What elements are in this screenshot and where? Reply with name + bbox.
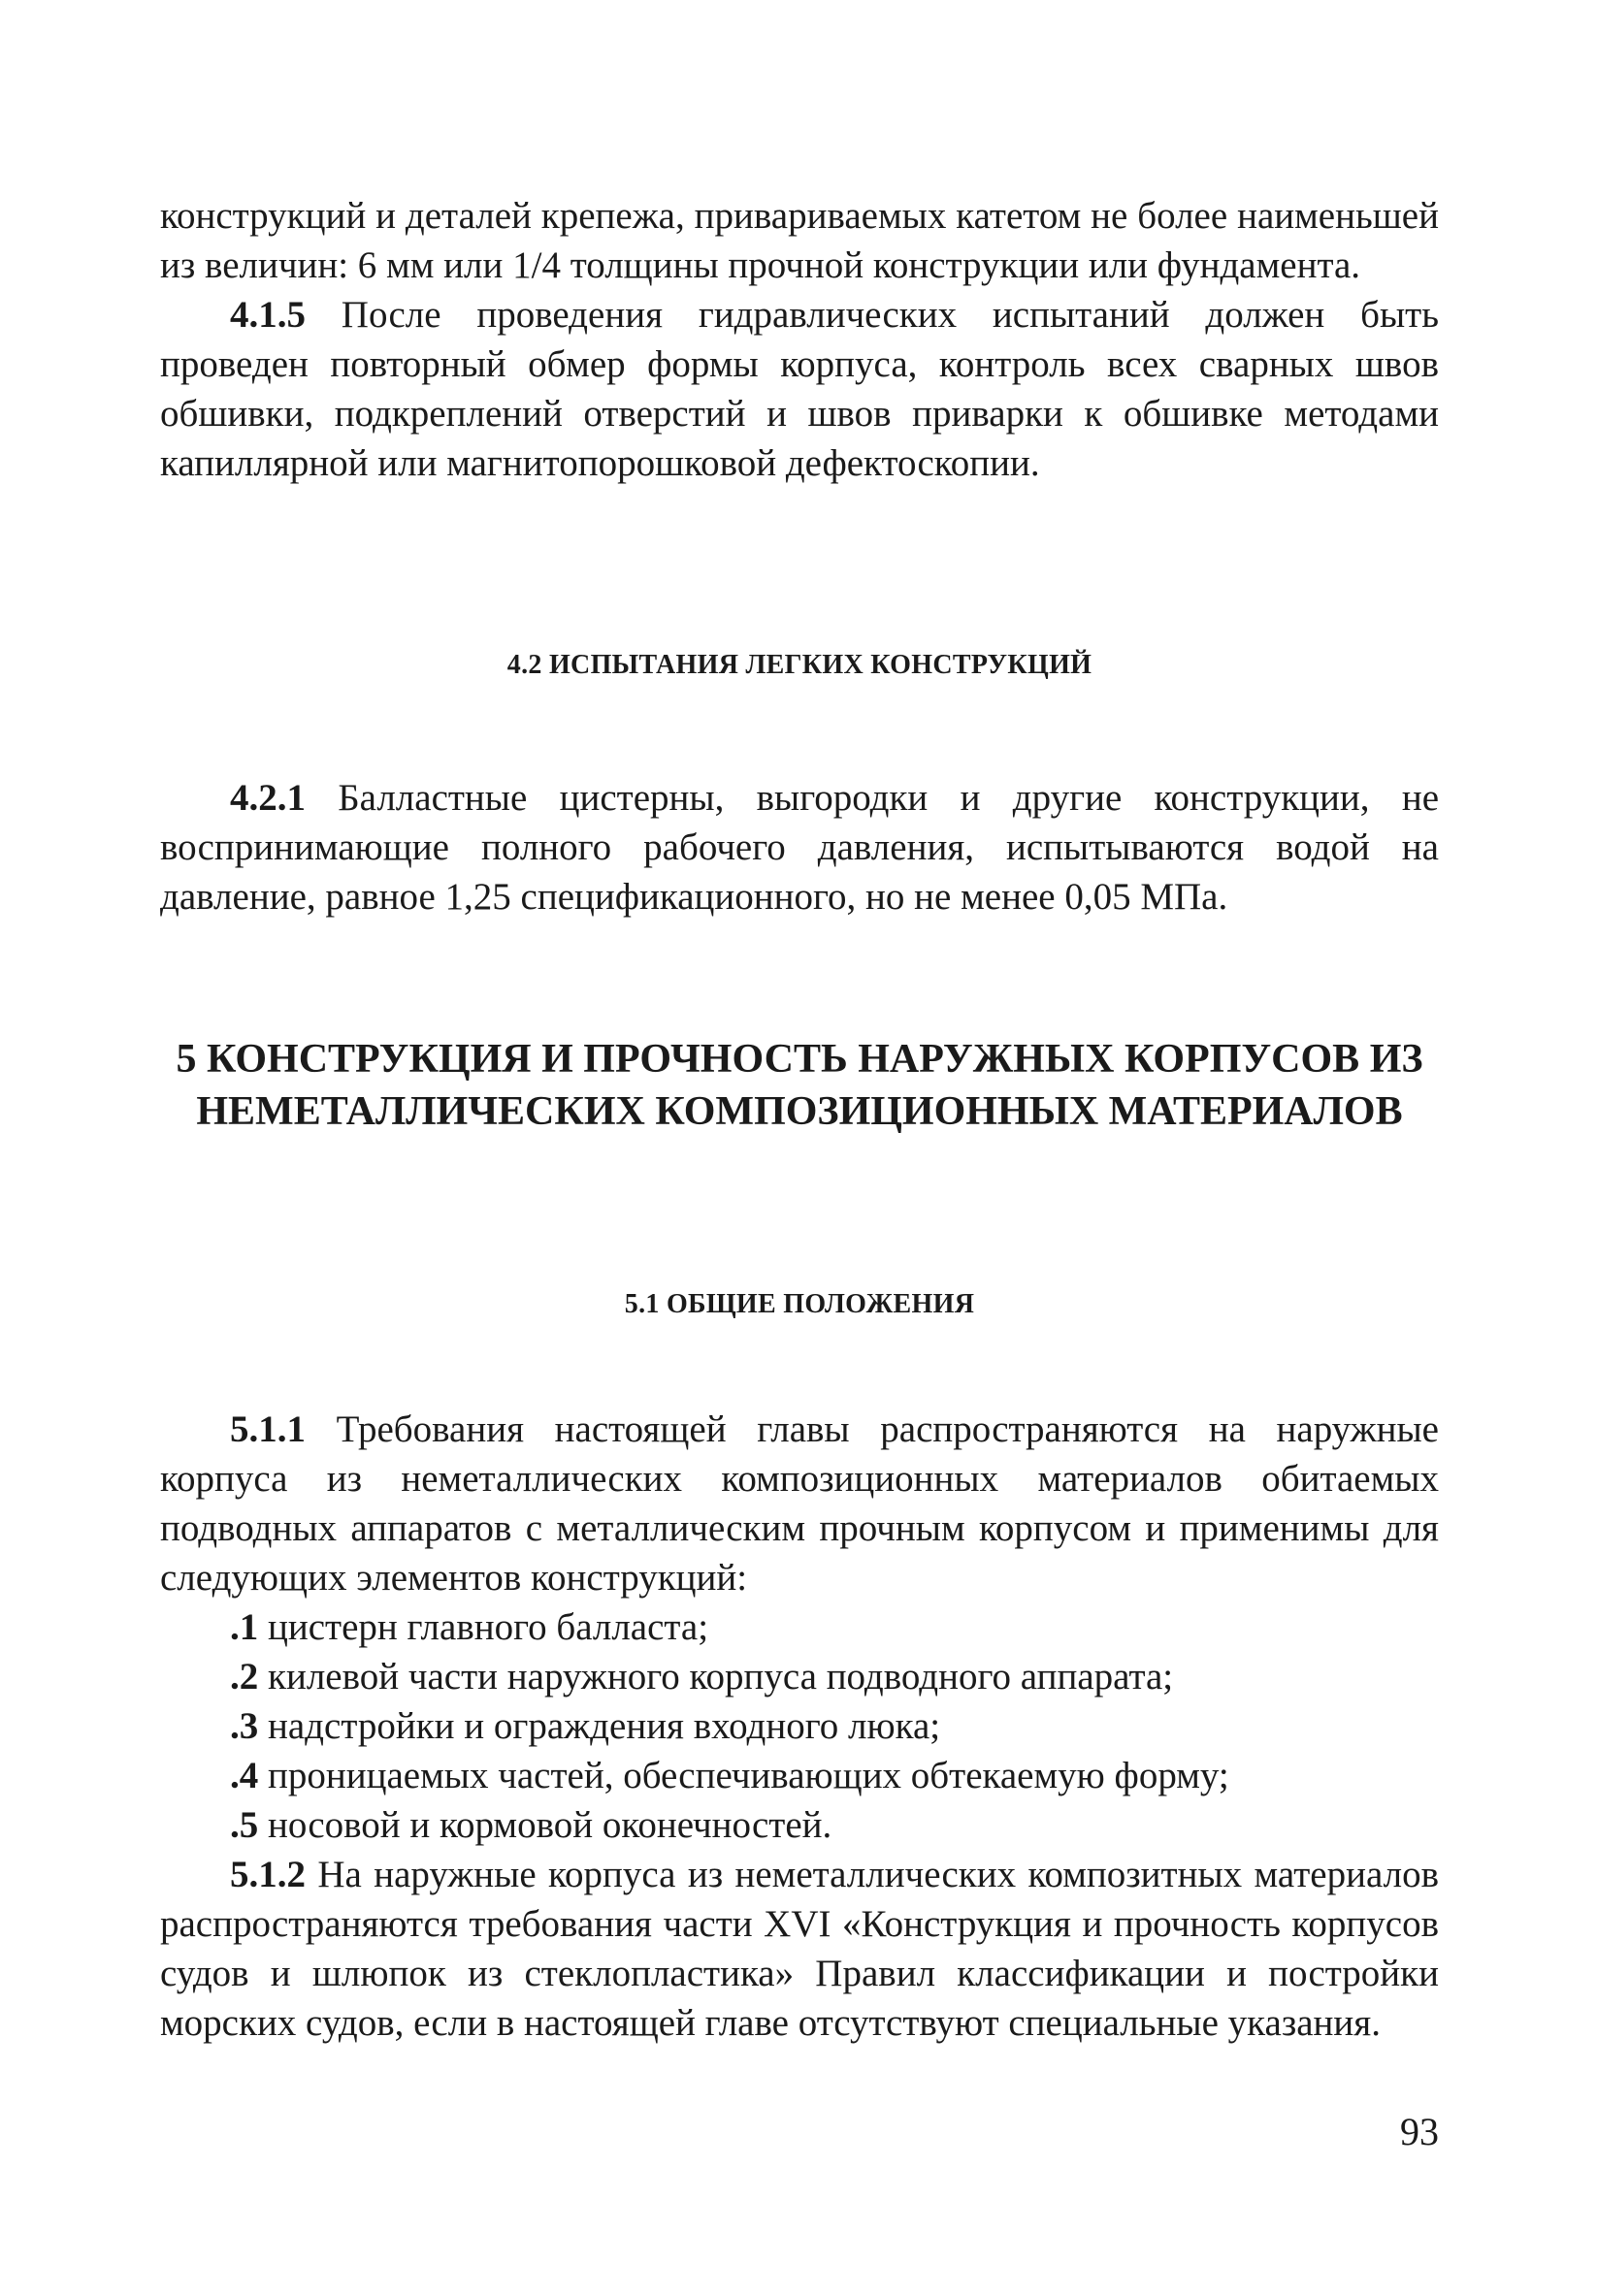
paragraph-text: Требования настоящей главы распространяются на наружные корпуса из неметаллических композиционных материалов обитаемых подводных аппаратов с металлическим прочным корпусом и применимы для следующих элементов конструкций:	[160, 1408, 1439, 1599]
paragraph-text: На наружные корпуса из неметаллических композитных материалов распространяются требования части XVI «Конструкция и прочность корпусов судов и шлюпок из стеклопластика» Правил классификации и постройки морских судов, если в настоящей главе отсутствуют специальные указания.	[160, 1854, 1439, 2044]
continuation-paragraph: конструкций и деталей крепежа, привариваемых катетом не более наименьшей из величин: 6 мм или 1/4 толщины прочной конструкции или фундамента.	[160, 195, 1439, 286]
list-marker: .1	[230, 1606, 259, 1648]
paragraph-number: 5.1.1	[230, 1408, 306, 1450]
list-text: килевой части наружного корпуса подводного аппарата;	[258, 1656, 1174, 1698]
list-marker: .4	[230, 1755, 259, 1796]
list-item	[160, 1602, 1439, 1652]
paragraph-text: После проведения гидравлических испытаний должен быть проведен повторный обмер формы корпуса, контроль всех сварных швов обшивки, подкреплений отверстий и швов приварки к обшивке методами капиллярной или магнитопорошковой дефектоскопии.	[160, 294, 1439, 484]
paragraph-number: 4.2.1	[230, 777, 306, 819]
chapter-5-heading	[160, 1033, 1439, 1138]
paragraph-5-1-2	[160, 1850, 1439, 2048]
paragraph-4-1-5	[160, 290, 1439, 488]
paragraph-text: Балластные цистерны, выгородки и другие конструкции, не воспринимающие полного рабочего давления, испытываются водой на давление, равное 1,25 спецификационного, но не менее 0,05 МПа.	[160, 777, 1439, 918]
text-block-5-1	[160, 1405, 1439, 2048]
list-text: цистерн главного балласта;	[258, 1606, 709, 1648]
paragraph-number: 5.1.2	[230, 1854, 306, 1895]
list-item	[160, 1800, 1439, 1850]
list-marker: .2	[230, 1656, 259, 1698]
list-text: надстройки и ограждения входного люка;	[258, 1705, 941, 1747]
list-item	[160, 1652, 1439, 1701]
list-text: носовой и кормовой оконечностей.	[258, 1804, 832, 1846]
text-block-4-2-1	[160, 773, 1439, 922]
list-marker: .3	[230, 1705, 259, 1747]
section-4-2-heading: 4.2 ИСПЫТАНИЯ ЛЕГКИХ КОНСТРУКЦИЙ	[506, 650, 1092, 680]
paragraph-5-1-1	[160, 1405, 1439, 1602]
enumerated-list	[160, 1602, 1439, 1850]
paragraph-4-2-1	[160, 773, 1439, 922]
list-text: проницаемых частей, обеспечивающих обтекаемую форму;	[258, 1755, 1229, 1796]
list-item	[160, 1751, 1439, 1800]
chapter-5-heading-line-2: НЕМЕТАЛЛИЧЕСКИХ КОМПОЗИЦИОННЫХ МАТЕРИАЛОВ	[196, 1089, 1403, 1134]
paragraph-number: 4.1.5	[230, 294, 306, 336]
section-5-1-heading: 5.1 ОБЩИЕ ПОЛОЖЕНИЯ	[624, 1289, 975, 1319]
text-block-top	[160, 191, 1439, 488]
list-marker: .5	[230, 1804, 259, 1846]
chapter-5-heading-line-1: 5 КОНСТРУКЦИЯ И ПРОЧНОСТЬ НАРУЖНЫХ КОРПУСОВ ИЗ	[176, 1037, 1423, 1082]
list-item	[160, 1701, 1439, 1751]
page-number: 93	[1400, 2110, 1439, 2153]
